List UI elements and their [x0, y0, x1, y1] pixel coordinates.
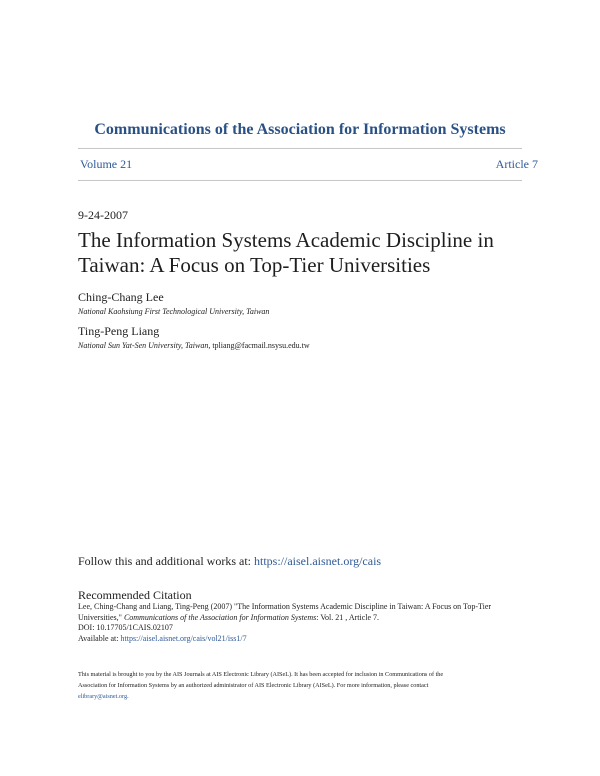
citation-suffix: : Vol. 21 , Article 7. — [316, 612, 380, 622]
affiliation-comma: , — [208, 341, 213, 350]
journal-title[interactable]: Communications of the Association for Information Systems — [94, 121, 506, 138]
citation-line-2 — [78, 613, 528, 624]
footer-line-1: This material is brought to you by the AIS Journals at AIS Electronic Library (AISeL). It has been accepted for inclusion in Communications of the — [78, 671, 444, 678]
volume-link[interactable]: Volume 21 — [80, 157, 133, 171]
author-name-2: Ting-Peng Liang — [78, 324, 160, 338]
recommended-citation-heading: Recommended Citation — [78, 588, 192, 602]
author-email[interactable]: tpliang@facmail.nsysu.edu.tw — [212, 341, 310, 350]
footer-email-suffix: . — [127, 693, 129, 700]
available-link[interactable]: https://aisel.aisnet.org/cais/vol21/iss1/7 — [120, 633, 247, 643]
author-name-1: Ching-Chang Lee — [78, 290, 164, 304]
footer-line-3 — [78, 691, 528, 702]
footer-email-link[interactable]: elibrary@aisnet.org — [78, 693, 128, 700]
author-affiliation-1: National Kaohsiung First Technological University, Taiwan — [78, 307, 270, 316]
follow-text: Follow this and additional works at: — [78, 554, 251, 568]
citation-doi: DOI: 10.17705/1CAIS.02107 — [78, 623, 173, 632]
citation-available — [78, 634, 528, 645]
publication-date: 9-24-2007 — [78, 208, 128, 222]
citation-line-1: Lee, Ching-Chang and Liang, Ting-Peng (2007) "The Information Systems Academic Discipline in Taiwan: A Focus on Top-Tier — [78, 602, 492, 611]
article-title: The Information Systems Academic Discipline in Taiwan: A Focus on Top-Tier Universities — [78, 228, 494, 277]
footer-notice — [78, 669, 528, 702]
citation-block — [78, 602, 528, 644]
follow-line — [78, 554, 381, 569]
author-affiliation-text: National Sun Yat-Sen University, Taiwan — [78, 341, 209, 350]
citation-journal: Communications of the Association for Information Systems — [123, 612, 317, 622]
header-divider-bottom — [78, 180, 522, 181]
header-divider-top — [78, 148, 522, 149]
footer-line-2: Association for Information Systems by an authorized administrator of AIS Electronic Library (AISeL). For more information, please contact — [78, 682, 429, 689]
article-link[interactable]: Article 7 — [495, 157, 538, 171]
citation-prefix: Universities," — [78, 612, 122, 622]
follow-link[interactable]: https://aisel.aisnet.org/cais — [254, 554, 382, 568]
author-affiliation-2 — [78, 341, 310, 350]
available-label: Available at: — [78, 633, 119, 643]
